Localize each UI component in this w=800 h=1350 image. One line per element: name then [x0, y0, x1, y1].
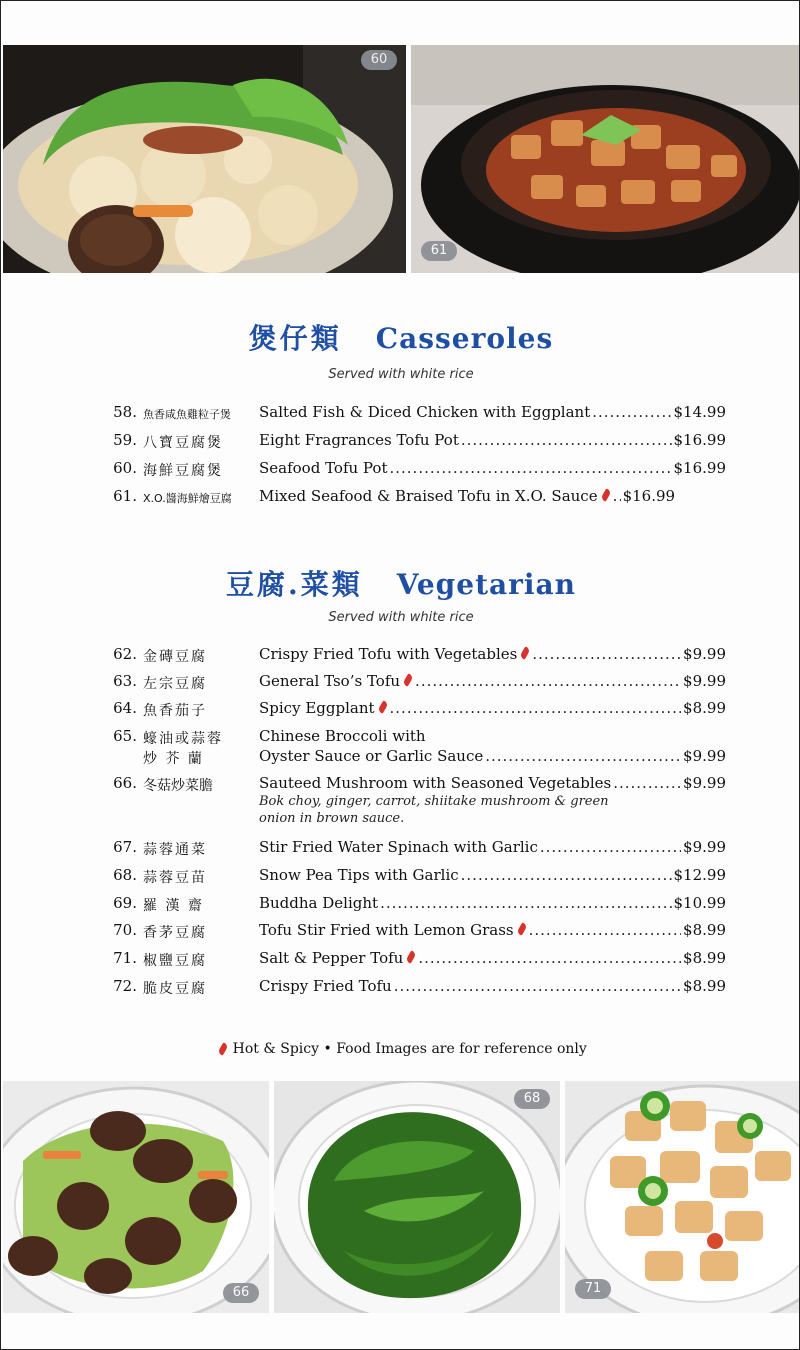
menu-item	[101, 977, 726, 1003]
item-price: $9.99	[683, 672, 726, 690]
item-price: $9.99	[683, 838, 726, 856]
item-price: $8.99	[683, 977, 726, 995]
item-number: 63.	[113, 672, 137, 690]
item-number-badge: 71	[575, 1279, 611, 1299]
item-number: 60.	[113, 459, 137, 477]
photo-snow-pea-tips	[274, 1081, 560, 1313]
item-price: $8.99	[683, 699, 726, 717]
item-description: Bok choy, ginger, carrot, shiitake mushroom & green onion in brown sauce.	[259, 794, 609, 826]
photo-xo-tofu-pot	[411, 45, 799, 273]
leader-dots	[613, 487, 621, 505]
item-name: Crispy Fried Tofu	[259, 977, 392, 995]
item-chinese-name: X.O.醬海鮮燴豆腐	[143, 492, 232, 505]
leader-dots	[461, 866, 672, 884]
chili-pepper-icon	[218, 1042, 229, 1055]
item-chinese-name: 蒜蓉豆苗	[143, 870, 207, 886]
leader-dots	[613, 774, 681, 792]
item-name: Salted Fish & Diced Chicken with Eggplant	[259, 403, 591, 421]
leader-dots	[389, 459, 671, 477]
menu-item	[101, 838, 726, 864]
menu-item	[101, 459, 726, 485]
section-title-vegetarian	[1, 563, 800, 603]
photo-seafood-tofu-pot	[3, 45, 406, 273]
item-number: 65.	[113, 727, 137, 745]
menu-item	[101, 487, 726, 513]
item-chinese-name: 羅 漢 齋	[143, 898, 204, 914]
item-number: 64.	[113, 699, 137, 717]
item-price: $9.99	[683, 774, 726, 792]
item-name: Chinese Broccoli with	[259, 727, 426, 745]
item-number: 66.	[113, 774, 137, 792]
menu-item	[101, 894, 726, 920]
item-price: $9.99	[683, 645, 726, 663]
menu-item	[101, 431, 726, 457]
item-chinese-name: 八寶豆腐煲	[143, 435, 223, 451]
item-price: $16.99	[622, 487, 676, 505]
chili-pepper-icon	[600, 488, 611, 501]
item-chinese-name: 香茅豆腐	[143, 925, 207, 941]
section-title-casseroles	[1, 317, 800, 357]
item-number: 70.	[113, 921, 137, 939]
item-name: Seafood Tofu Pot	[259, 459, 388, 477]
item-number: 62.	[113, 645, 137, 663]
chili-pepper-icon	[402, 673, 413, 686]
item-name: General Tso’s Tofu	[259, 672, 401, 690]
item-number: 59.	[113, 431, 137, 449]
leader-dots	[461, 431, 672, 449]
item-number: 71.	[113, 949, 137, 967]
menu-item	[101, 645, 726, 671]
section-title-zh: 豆腐.菜類	[225, 568, 363, 601]
item-number: 68.	[113, 866, 137, 884]
item-name: Spicy Eggplant	[259, 699, 375, 717]
item-price: $16.99	[673, 459, 726, 477]
chili-pepper-icon	[406, 950, 417, 963]
footnote-text: Hot & Spicy • Food Images are for reference only	[232, 1041, 587, 1057]
item-name: Sauteed Mushroom with Seasoned Vegetables	[259, 774, 612, 792]
photo-mushroom-vegetables	[3, 1081, 269, 1313]
item-chinese-name-line2: 炒 芥 蘭	[143, 751, 204, 767]
item-price: $8.99	[683, 949, 726, 967]
leader-dots	[390, 699, 682, 717]
item-chinese-name: 冬菇炒菜膽	[143, 778, 213, 794]
item-price: $16.99	[673, 431, 726, 449]
menu-item	[101, 921, 726, 947]
item-chinese-name: 脆皮豆腐	[143, 981, 207, 997]
chili-pepper-icon	[520, 646, 531, 659]
menu-item	[101, 403, 726, 429]
section-title-zh: 煲仔類	[248, 322, 342, 355]
footnote	[1, 1041, 800, 1057]
section-subtitle: Served with white rice	[328, 367, 474, 382]
item-chinese-name: 蒜蓉通菜	[143, 842, 207, 858]
leader-dots	[485, 747, 681, 765]
item-price: $10.99	[673, 894, 726, 912]
item-number-badge: 66	[223, 1283, 259, 1303]
item-number-badge: 60	[361, 50, 397, 70]
item-chinese-name: 海鮮豆腐煲	[143, 463, 223, 479]
item-name: Mixed Seafood & Braised Tofu in X.O. Sauce	[259, 487, 598, 505]
leader-dots	[415, 672, 681, 690]
chili-pepper-icon	[516, 922, 527, 935]
item-name: Eight Fragrances Tofu Pot	[259, 431, 459, 449]
item-price: $8.99	[683, 921, 726, 939]
item-name: Stir Fried Water Spinach with Garlic	[259, 838, 538, 856]
item-price: $12.99	[673, 866, 726, 884]
leader-dots	[380, 894, 671, 912]
item-number: 58.	[113, 403, 137, 421]
item-number-badge: 61	[421, 241, 457, 261]
leader-dots	[540, 838, 681, 856]
menu-item	[101, 672, 726, 698]
menu-item	[101, 949, 726, 975]
photo-salt-pepper-tofu	[565, 1081, 799, 1313]
item-name: Crispy Fried Tofu with Vegetables	[259, 645, 518, 663]
item-name: Tofu Stir Fried with Lemon Grass	[259, 921, 514, 939]
chili-pepper-icon	[377, 700, 388, 713]
leader-dots	[592, 403, 671, 421]
leader-dots	[394, 977, 681, 995]
item-number-badge: 68	[514, 1089, 550, 1109]
item-chinese-name: 蠔油或蒜蓉	[143, 731, 223, 747]
menu-item	[101, 866, 726, 892]
item-number: 61.	[113, 487, 137, 505]
item-name: Snow Pea Tips with Garlic	[259, 866, 459, 884]
item-price: $14.99	[673, 403, 726, 421]
section-subtitle: Served with white rice	[328, 610, 474, 625]
item-chinese-name: 左宗豆腐	[143, 676, 207, 692]
item-chinese-name: 魚香茄子	[143, 703, 207, 719]
menu-item	[101, 774, 726, 830]
menu-item	[101, 699, 726, 725]
item-chinese-name: 椒鹽豆腐	[143, 953, 207, 969]
item-chinese-name: 金磚豆腐	[143, 649, 207, 665]
item-name-line2: Oyster Sauce or Garlic Sauce	[259, 747, 484, 765]
item-number: 67.	[113, 838, 137, 856]
item-chinese-name: 魚香咸魚雞粒子煲	[143, 408, 231, 421]
leader-dots	[418, 949, 681, 967]
item-name: Salt & Pepper Tofu	[259, 949, 404, 967]
section-title-en: Vegetarian	[396, 568, 577, 601]
item-name: Buddha Delight	[259, 894, 379, 912]
leader-dots	[529, 921, 681, 939]
item-number: 72.	[113, 977, 137, 995]
item-number: 69.	[113, 894, 137, 912]
section-title-en: Casseroles	[375, 322, 554, 355]
item-price: $9.99	[683, 747, 726, 765]
leader-dots	[532, 645, 681, 663]
menu-item	[101, 727, 726, 773]
